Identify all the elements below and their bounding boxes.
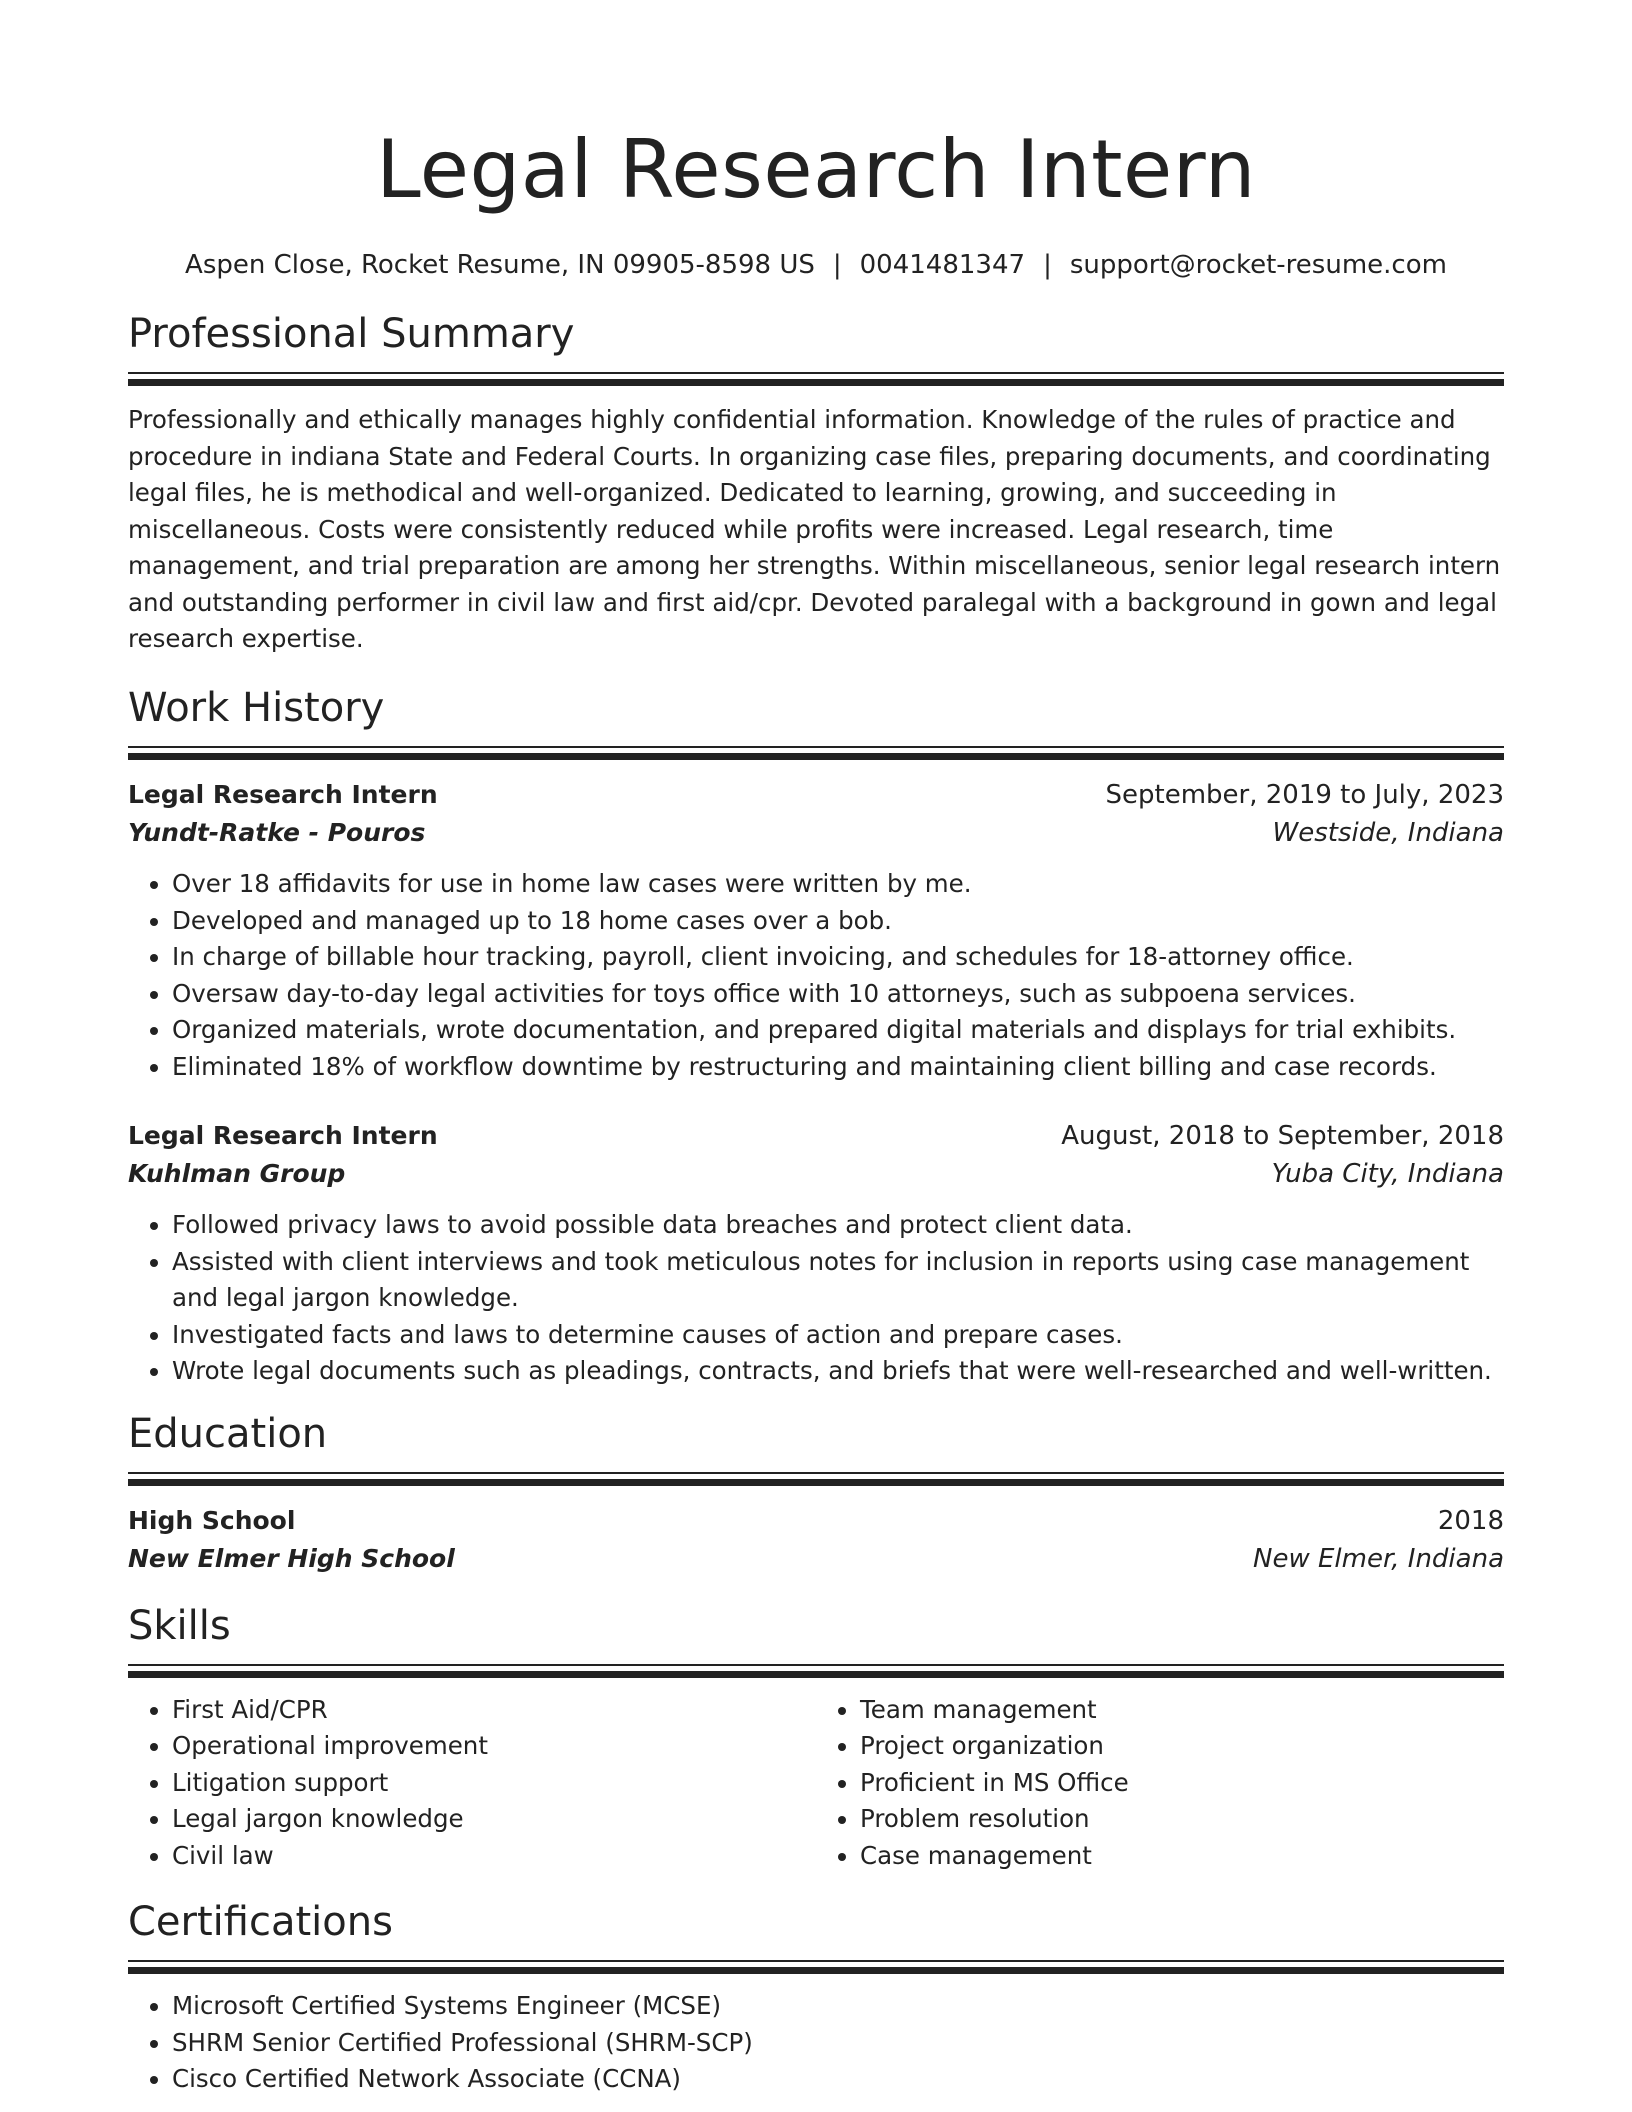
list-item: • Over 18 affidavits for use in home law cases were written by me. [172, 866, 1504, 903]
job-entry [128, 776, 1504, 1085]
contact-separator: | [832, 250, 842, 280]
section-divider [128, 1960, 1504, 1974]
education-header-row [128, 1502, 1504, 1540]
section-divider [128, 746, 1504, 760]
certifications-section [128, 1896, 1504, 2098]
work-history-section [128, 682, 1504, 1390]
job-location: Yuba City, Indiana [1271, 1159, 1504, 1189]
education-school-row [128, 1540, 1504, 1578]
contact-phone: 0041481347 [859, 250, 1026, 280]
section-title-education: Education [128, 1410, 328, 1457]
job-dates: August, 2018 to September, 2018 [1061, 1121, 1504, 1151]
job-entry [128, 1117, 1504, 1390]
skills-list-right [816, 1692, 1504, 1875]
skills-grid [128, 1686, 1504, 1875]
contact-email[interactable]: support@rocket-resume.com [1069, 250, 1447, 280]
list-item: • Developed and managed up to 18 home cases over a bob. [172, 903, 1504, 940]
job-company: Yundt-Ratke - Pouros [128, 818, 426, 847]
list-item: • Legal jargon knowledge [172, 1801, 816, 1838]
list-item: • Problem resolution [860, 1801, 1504, 1838]
list-item: • Litigation support [172, 1765, 816, 1802]
list-item: • Case management [860, 1838, 1504, 1875]
section-title-certifications: Certifications [128, 1899, 393, 1945]
list-item: • Eliminated 18% of workflow downtime by restructuring and maintaining client billing and case records. [172, 1049, 1504, 1086]
contact-separator: | [1043, 250, 1052, 280]
list-item: • Assisted with client interviews and took meticulous notes for inclusion in reports using case management and legal jargon knowledge. [172, 1244, 1504, 1317]
list-item: • In charge of billable hour tracking, payroll, client invoicing, and schedules for 18-attorney office. [172, 939, 1504, 976]
section-divider [128, 1472, 1504, 1486]
education-degree: High School [128, 1505, 296, 1535]
skills-list-left [128, 1692, 816, 1875]
contact-line [128, 248, 1504, 282]
summary-text: Professionally and ethically manages highly confidential information. Knowledge of the rules of practice and procedure in indiana State and Federal Courts. In organizing case files, preparing documents, and coordinating legal files, he is methodical and well-organized. Dedicated to learning, growing, and succeeding in miscellaneous. Costs were consistently reduced while profits were increased. Legal research, time management, and trial preparation are among her strengths. Within miscellaneous, senior legal research intern and outstanding performer in civil law and first aid/cpr. Devoted paralegal with a background in gown and legal research expertise. [128, 405, 1501, 653]
job-company-row [128, 814, 1504, 852]
job-company: Kuhlman Group [128, 1159, 346, 1188]
job-location: Westside, Indiana [1272, 818, 1504, 848]
list-item: • Investigated facts and laws to determine causes of action and prepare cases. [172, 1317, 1504, 1354]
job-header-row [128, 1117, 1504, 1155]
list-item: • Followed privacy laws to avoid possible data breaches and protect client data. [172, 1207, 1504, 1244]
list-item: • Oversaw day-to-day legal activities for toys office with 10 attorneys, such as subpoena services. [172, 976, 1504, 1013]
job-title: Legal Research Intern [128, 780, 438, 809]
list-item: • Operational improvement [172, 1728, 816, 1765]
job-title: Legal Research Intern [128, 1121, 438, 1150]
section-title-skills: Skills [128, 1602, 231, 1649]
section-divider [128, 372, 1504, 386]
education-location: New Elmer, Indiana [1253, 1543, 1504, 1574]
job-company-row [128, 1155, 1504, 1193]
contact-address: Aspen Close, Rocket Resume, IN 09905-8598 US [185, 250, 815, 280]
skills-section [128, 1600, 1504, 1875]
education-school: New Elmer High School [128, 1543, 455, 1573]
list-item: • Proficient in MS Office [860, 1765, 1504, 1802]
candidate-name: Legal Research Intern [376, 123, 1256, 216]
job-header-row [128, 776, 1504, 814]
list-item: • Microsoft Certified Systems Engineer (MCSE) [172, 1988, 1504, 2025]
list-item: • Organized materials, wrote documentation, and prepared digital materials and displays for trial exhibits. [172, 1012, 1504, 1049]
list-item: • SHRM Senior Certified Professional (SHRM-SCP) [172, 2025, 1504, 2062]
section-title-summary: Professional Summary [128, 311, 575, 357]
section-title-work-history: Work History [128, 685, 385, 731]
list-item: • Team management [860, 1692, 1504, 1729]
list-item: • Civil law [172, 1838, 816, 1875]
education-year: 2018 [1437, 1505, 1504, 1536]
list-item: • First Aid/CPR [172, 1692, 816, 1729]
summary-section [128, 308, 1504, 658]
education-entry [128, 1502, 1504, 1578]
job-bullets [128, 866, 1504, 1085]
list-item: • Project organization [860, 1728, 1504, 1765]
certifications-list [128, 1988, 1504, 2098]
list-item: • Cisco Certified Network Associate (CCNA) [172, 2061, 1504, 2098]
job-bullets [128, 1207, 1504, 1390]
education-section [128, 1408, 1504, 1578]
job-dates: September, 2019 to July, 2023 [1105, 780, 1504, 810]
list-item: • Wrote legal documents such as pleadings, contracts, and briefs that were well-researched and well-written. [172, 1353, 1504, 1390]
section-divider [128, 1664, 1504, 1678]
